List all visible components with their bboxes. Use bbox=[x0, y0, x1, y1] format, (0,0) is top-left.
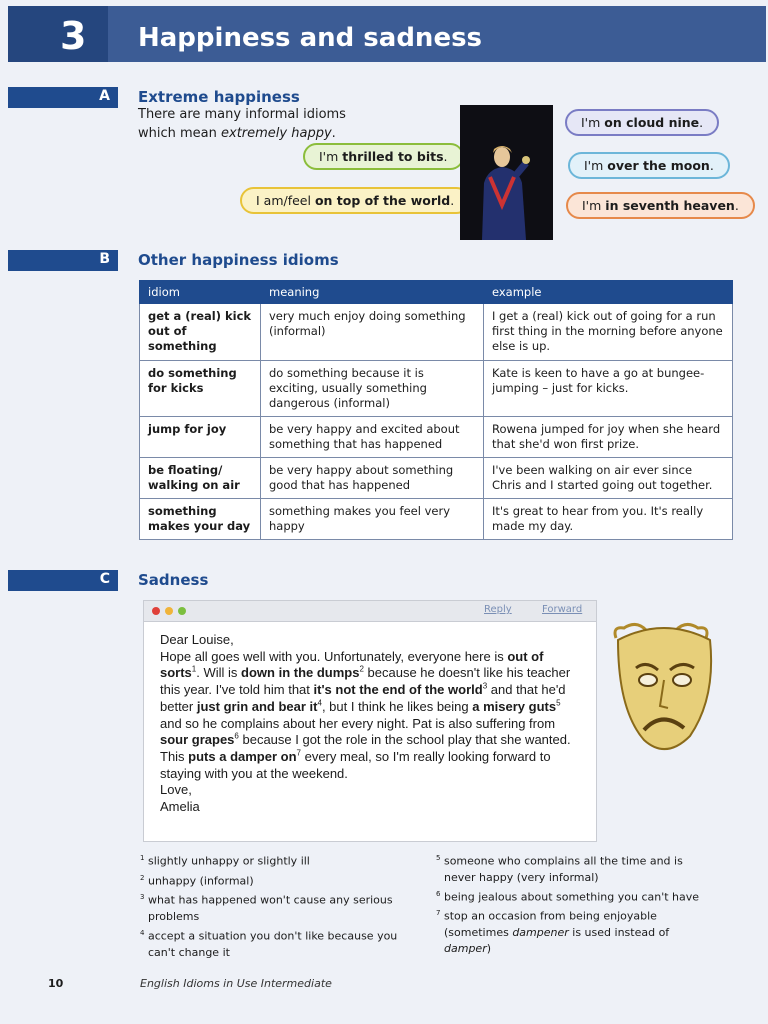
meaning-cell: very much enjoy doing something (informal) bbox=[261, 304, 484, 361]
footnote: $^6$ being jealous about something you can't have bbox=[436, 889, 700, 904]
speech-bubble-over-the-moon: I'm over the moon. bbox=[568, 152, 730, 179]
window-dot-red bbox=[152, 607, 160, 615]
email-paragraph: Hope all goes well with you. Unfortunately, everyone here is out of sorts$^1$. Will is down in the dumps$^2$ because he doesn't like his teacher this year. I've told him that it's not the end of the world$^3$ and that he'd better just grin and bear $it^4$, but I think he likes being a misery guts$^5$ and so he complains about her every night. Pat is also suffering from sour grapes$^6$ because I got the role in the school play that she wanted. This puts a damper $on^7$ every meal, so I'm really looking forward to staying with you at the weekend. bbox=[160, 648, 571, 781]
idioms-table bbox=[139, 280, 733, 540]
book-title: English Idioms in Use Intermediate bbox=[140, 977, 332, 990]
section-c-letter: C bbox=[99, 571, 110, 587]
speech-bubble-cloud-nine: I'm on cloud nine. bbox=[565, 109, 719, 136]
table-header-row bbox=[140, 281, 733, 304]
idiom-cell: get a (real) kick out of something bbox=[140, 304, 261, 361]
section-a-intro-line1: There are many informal idioms bbox=[138, 107, 346, 122]
section-a-title: Extreme happiness bbox=[138, 88, 300, 106]
page-number: 10 bbox=[48, 977, 64, 990]
footnotes-right bbox=[436, 850, 706, 957]
section-b-tab bbox=[8, 250, 118, 271]
table-row bbox=[140, 417, 733, 458]
unit-number: 3 bbox=[60, 14, 87, 58]
example-cell: It's great to hear from you. It's really made my day. bbox=[484, 499, 733, 540]
example-cell: I get a (real) kick out of going for a run first thing in the morning before anyone else is up. bbox=[484, 304, 733, 361]
table-row bbox=[140, 499, 733, 540]
tragedy-mask-illustration bbox=[606, 618, 726, 763]
example-cell: Rowena jumped for joy when she heard that she'd won first prize. bbox=[484, 417, 733, 458]
speech-bubble-thrilled: I'm thrilled to bits. bbox=[303, 143, 464, 170]
email-signature: Amelia bbox=[160, 799, 200, 815]
table-row bbox=[140, 458, 733, 499]
speech-bubble-top-of-world: I am/feel on top of the world. bbox=[240, 187, 470, 214]
example-cell: Kate is keen to have a go at bungee-jumping – just for kicks. bbox=[484, 361, 733, 417]
col-header-meaning: meaning bbox=[261, 281, 484, 304]
footnote: $^3$ what has happened won't cause any serious problems bbox=[140, 893, 393, 923]
col-header-idiom: idiom bbox=[140, 281, 261, 304]
unit-number-box bbox=[8, 6, 108, 62]
email-body bbox=[144, 622, 596, 826]
section-a-letter: A bbox=[99, 88, 110, 104]
athlete-photo bbox=[460, 105, 553, 240]
table-row bbox=[140, 361, 733, 417]
idiom-cell: do something for kicks bbox=[140, 361, 261, 417]
idiom-cell: be floating/ walking on air bbox=[140, 458, 261, 499]
email-toolbar bbox=[144, 601, 596, 622]
section-b-letter: B bbox=[99, 251, 110, 267]
reply-link[interactable]: Reply bbox=[484, 604, 512, 615]
section-c-tab bbox=[8, 570, 118, 591]
footnote: $^1$ slightly unhappy or slightly ill bbox=[140, 854, 310, 868]
footnote: $^5$ someone who complains all the time and is never happy (very informal) bbox=[436, 854, 683, 884]
meaning-cell: something makes you feel very happy bbox=[261, 499, 484, 540]
meaning-cell: do something because it is exciting, usually something dangerous (informal) bbox=[261, 361, 484, 417]
idiom-cell: something makes your day bbox=[140, 499, 261, 540]
meaning-cell: be very happy and excited about something that has happened bbox=[261, 417, 484, 458]
table-row bbox=[140, 304, 733, 361]
col-header-example: example bbox=[484, 281, 733, 304]
meaning-cell: be very happy about something good that has happened bbox=[261, 458, 484, 499]
footnote: $^7$ stop an occasion from being enjoyable (sometimes dampener is used instead of damper) bbox=[436, 909, 670, 955]
speech-bubble-seventh-heaven: I'm in seventh heaven. bbox=[566, 192, 755, 219]
forward-link[interactable]: Forward bbox=[542, 604, 583, 615]
footnote: $^2$ unhappy (informal) bbox=[140, 873, 254, 888]
section-c-title: Sadness bbox=[138, 571, 209, 589]
window-dot-yellow bbox=[165, 607, 173, 615]
email-greeting: Dear Louise, bbox=[160, 632, 234, 647]
section-a-intro-line2: which mean extremely happy. bbox=[138, 126, 336, 141]
footnote: $^4$ accept a situation you don't like because you can't change it bbox=[140, 928, 398, 959]
footnotes-left bbox=[140, 850, 400, 961]
email-window bbox=[143, 600, 597, 842]
example-cell: I've been walking on air ever since Chris and I started going out together. bbox=[484, 458, 733, 499]
idiom-cell: jump for joy bbox=[140, 417, 261, 458]
section-a-tab bbox=[8, 87, 118, 108]
unit-title: Happiness and sadness bbox=[138, 23, 483, 53]
intro-emphasis: extremely happy bbox=[221, 126, 332, 141]
section-b-title: Other happiness idioms bbox=[138, 251, 339, 269]
window-dot-green bbox=[178, 607, 186, 615]
email-sign-off: Love, bbox=[160, 782, 192, 798]
